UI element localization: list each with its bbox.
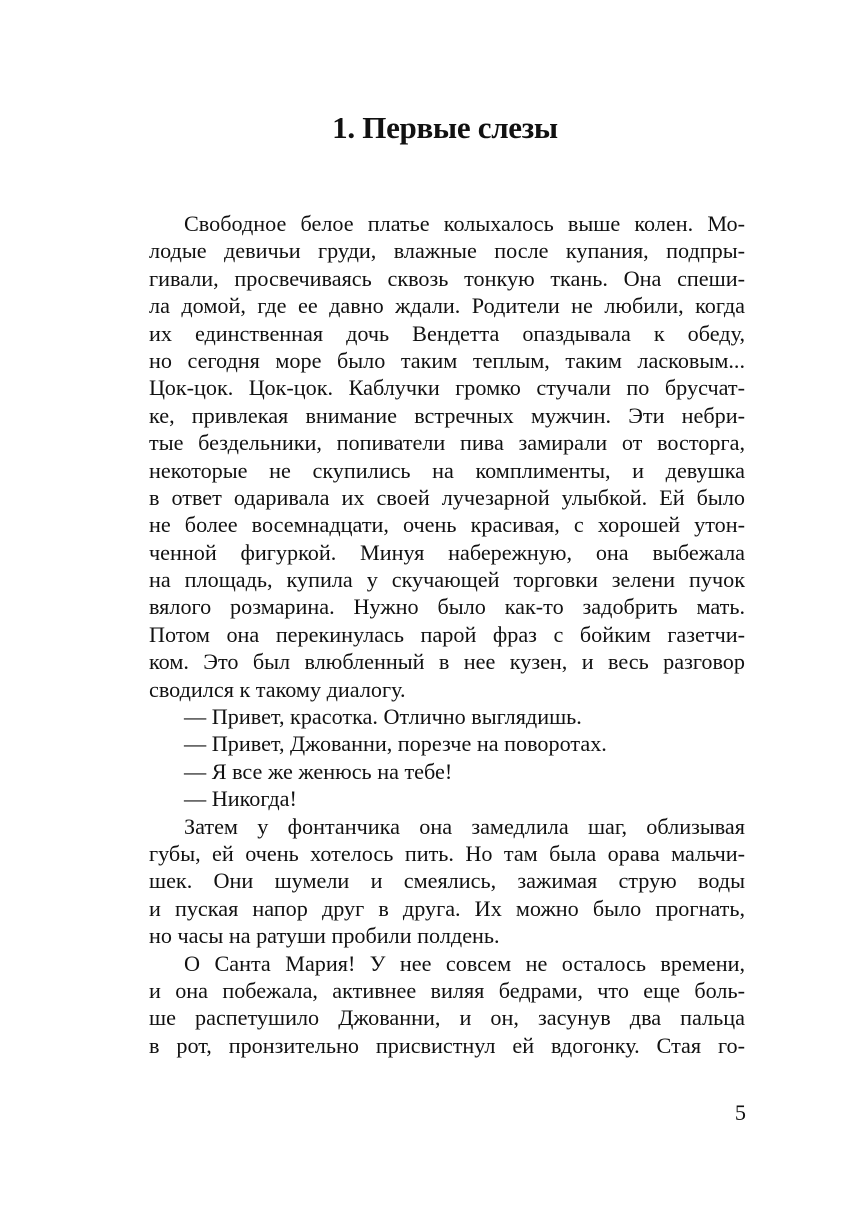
text-line: О Санта Мария! У нее совсем не осталось времени, — [184, 950, 745, 976]
text-line: Цок-цок. Цок-цок. Каблучки громко стучали по брусчат- — [149, 375, 745, 401]
text-line: шек. Они шумели и смеялись, зажимая струю воды — [149, 868, 745, 894]
text-line: гивали, просвечиваясь сквозь тонкую ткань. Она спеши- — [149, 265, 745, 291]
text-line: ла домой, где ее давно ждали. Родители не любили, когда — [149, 293, 745, 319]
text-line: ке, привлекая внимание встречных мужчин. Эти небри- — [149, 402, 745, 428]
text-line: губы, ей очень хотелось пить. Но там была орава мальчи- — [149, 840, 745, 866]
page-number: 5 — [734, 1100, 746, 1125]
text-line: лодые девичьи груди, влажные после купания, подпры- — [149, 238, 745, 264]
text-line: Свободное белое платье колыхалось выше колен. Мо- — [184, 211, 745, 236]
text-line: ком. Это был влюбленный в нее кузен, и весь разговор — [149, 649, 745, 675]
text-line: тые бездельники, попиватели пива замирали от восторга, — [149, 430, 745, 456]
text-line: на площадь, купила у скучающей торговки зелени пучок — [149, 567, 745, 593]
text-line: вялого розмарина. Нужно было как-то задобрить мать. — [149, 594, 745, 620]
chapter-body — [149, 210, 745, 1059]
text-line: Потом она перекинулась парой фраз с бойким газетчи- — [149, 621, 745, 647]
text-line: ше распетушило Джованни, и он, засунув два пальца — [149, 1005, 745, 1031]
text-line: их единственная дочь Вендетта опаздывала к обеду, — [149, 320, 745, 346]
text-line: — Привет, красотка. Отлично выглядишь. — [184, 704, 582, 730]
text-line: в рот, пронзительно присвистнул ей вдогонку. Стая го- — [149, 1032, 745, 1058]
text-line: — Никогда! — [184, 786, 297, 812]
text-line: не более восемнадцати, очень красивая, с хорошей утон- — [149, 512, 745, 538]
text-line: — Я все же женюсь на тебе! — [184, 758, 453, 784]
text-line: ченной фигуркой. Минуя набережную, она выбежала — [149, 539, 745, 565]
text-line: и она побежала, активнее виляя бедрами, что еще боль- — [149, 977, 745, 1003]
text-line: в ответ одаривала их своей лучезарной улыбкой. Ей было — [149, 484, 745, 510]
text-line: но сегодня море было таким теплым, таким ласковым... — [149, 347, 745, 373]
text-line: но часы на ратуши пробили полдень. — [149, 923, 500, 949]
chapter-title: 1. Первые слезы — [332, 110, 558, 145]
text-line: некоторые не скупились на комплименты, и девушка — [149, 457, 745, 483]
text-line: Затем у фонтанчика она замедлила шаг, облизывая — [184, 813, 745, 839]
text-line: и пуская напор друг в друга. Их можно было прогнать, — [149, 895, 745, 921]
text-line: сводился к такому диалогу. — [149, 676, 406, 702]
text-line: — Привет, Джованни, порезче на поворотах. — [184, 731, 607, 757]
